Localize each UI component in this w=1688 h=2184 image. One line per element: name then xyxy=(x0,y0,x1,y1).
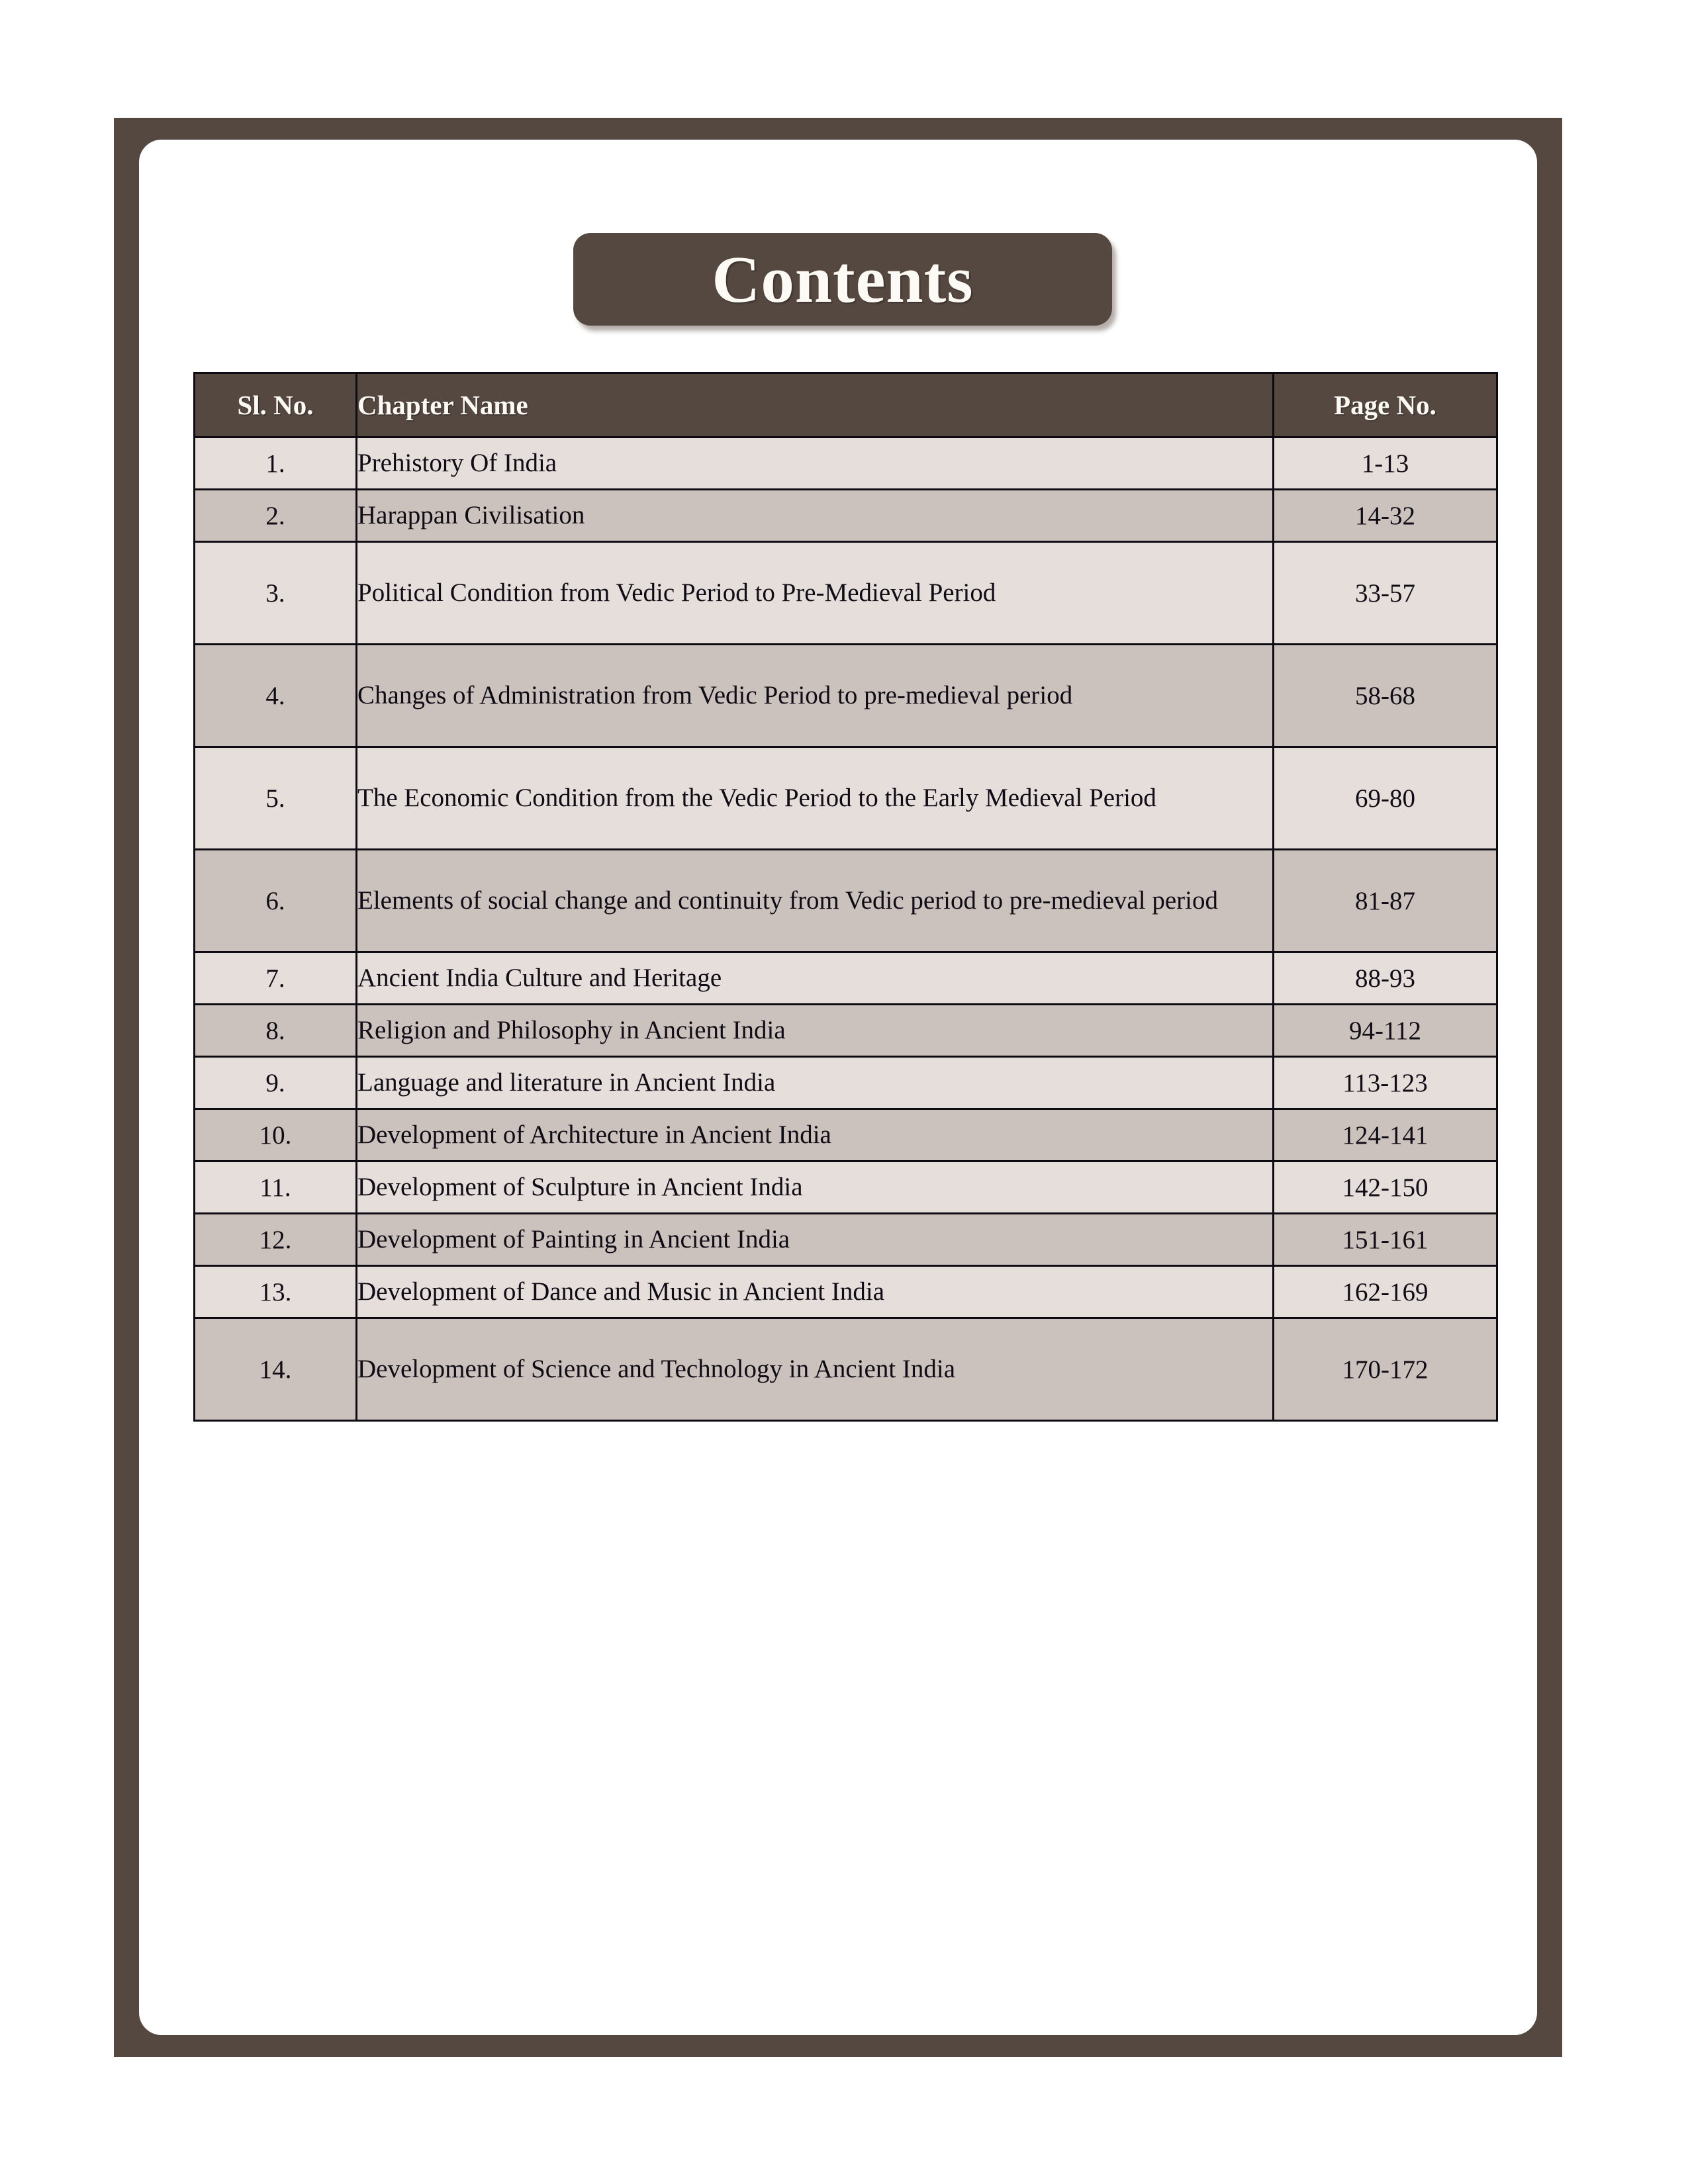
cell-page-number: 124-141 xyxy=(1274,1109,1497,1161)
table-row xyxy=(195,1266,1497,1318)
cell-chapter-name: Changes of Administration from Vedic Period to pre-medieval period xyxy=(357,645,1274,747)
cell-chapter-name: The Economic Condition from the Vedic Period to the Early Medieval Period xyxy=(357,747,1274,850)
cell-chapter-name: Prehistory Of India xyxy=(357,437,1274,490)
table-row xyxy=(195,1214,1497,1266)
table-row xyxy=(195,850,1497,952)
column-header-page-no: Page No. xyxy=(1274,373,1497,437)
cell-serial-number: 1. xyxy=(195,437,357,490)
cell-serial-number: 14. xyxy=(195,1318,357,1421)
cell-page-number: 162-169 xyxy=(1274,1266,1497,1318)
cell-page-number: 69-80 xyxy=(1274,747,1497,850)
cell-page-number: 113-123 xyxy=(1274,1057,1497,1109)
cell-chapter-name: Language and literature in Ancient India xyxy=(357,1057,1274,1109)
cell-chapter-name: Development of Dance and Music in Ancient India xyxy=(357,1266,1274,1318)
cell-page-number: 88-93 xyxy=(1274,952,1497,1005)
cell-serial-number: 8. xyxy=(195,1005,357,1057)
table-row xyxy=(195,1161,1497,1214)
page-title: Contents xyxy=(712,242,974,316)
column-header-chapter-name: Chapter Name xyxy=(357,373,1274,437)
cell-serial-number: 11. xyxy=(195,1161,357,1214)
cell-page-number: 94-112 xyxy=(1274,1005,1497,1057)
cell-chapter-name: Development of Science and Technology in Ancient India xyxy=(357,1318,1274,1421)
table-row xyxy=(195,490,1497,542)
table-row xyxy=(195,437,1497,490)
cell-page-number: 1-13 xyxy=(1274,437,1497,490)
cell-page-number: 142-150 xyxy=(1274,1161,1497,1214)
cell-page-number: 58-68 xyxy=(1274,645,1497,747)
table-row xyxy=(195,1057,1497,1109)
cell-serial-number: 9. xyxy=(195,1057,357,1109)
table-header-row xyxy=(195,373,1497,437)
cell-serial-number: 12. xyxy=(195,1214,357,1266)
table-row xyxy=(195,1318,1497,1421)
cell-serial-number: 10. xyxy=(195,1109,357,1161)
cell-serial-number: 5. xyxy=(195,747,357,850)
cell-serial-number: 2. xyxy=(195,490,357,542)
cell-chapter-name: Development of Architecture in Ancient India xyxy=(357,1109,1274,1161)
cell-serial-number: 4. xyxy=(195,645,357,747)
cell-chapter-name: Religion and Philosophy in Ancient India xyxy=(357,1005,1274,1057)
table-body xyxy=(195,437,1497,1421)
table-row xyxy=(195,747,1497,850)
cell-chapter-name: Harappan Civilisation xyxy=(357,490,1274,542)
contents-title-badge xyxy=(573,233,1112,326)
cell-page-number: 14-32 xyxy=(1274,490,1497,542)
cell-serial-number: 7. xyxy=(195,952,357,1005)
cell-chapter-name: Elements of social change and continuity from Vedic period to pre-medieval period xyxy=(357,850,1274,952)
contents-table xyxy=(193,372,1498,1422)
table-row xyxy=(195,542,1497,645)
cell-chapter-name: Development of Painting in Ancient India xyxy=(357,1214,1274,1266)
cell-page-number: 151-161 xyxy=(1274,1214,1497,1266)
table-row xyxy=(195,645,1497,747)
cell-serial-number: 13. xyxy=(195,1266,357,1318)
cell-chapter-name: Ancient India Culture and Heritage xyxy=(357,952,1274,1005)
column-header-sl-no: Sl. No. xyxy=(195,373,357,437)
cell-page-number: 81-87 xyxy=(1274,850,1497,952)
cell-chapter-name: Political Condition from Vedic Period to Pre-Medieval Period xyxy=(357,542,1274,645)
cell-page-number: 33-57 xyxy=(1274,542,1497,645)
cell-serial-number: 6. xyxy=(195,850,357,952)
table-row xyxy=(195,1109,1497,1161)
table-header xyxy=(195,373,1497,437)
table-row xyxy=(195,1005,1497,1057)
table-row xyxy=(195,952,1497,1005)
cell-page-number: 170-172 xyxy=(1274,1318,1497,1421)
cell-chapter-name: Development of Sculpture in Ancient India xyxy=(357,1161,1274,1214)
cell-serial-number: 3. xyxy=(195,542,357,645)
